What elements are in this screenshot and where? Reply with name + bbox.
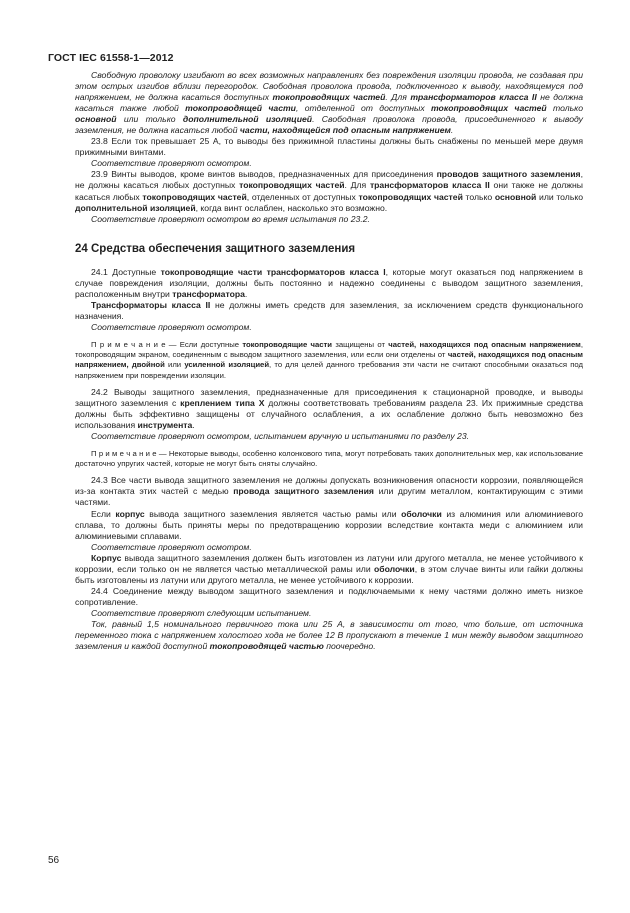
section-heading: 24 Средства обеспечения защитного заземления xyxy=(75,242,356,255)
paragraph-24-2: 24.2 Выводы защитного заземления, предназначенные для присоединения к стационарной проводке, и выводы защитного заземления с креплением типа X должны соответствовать требованиям раздела 23. Их прижимные средства должны быть эффективно защищены от случайного ослабления, а их ослабление должно быть невозможно без использования инструмента. xyxy=(75,386,584,430)
paragraph-24-4: 24.4 Соединение между выводом защитного заземления и подключаемыми к нему частями должно иметь низкое сопротивление. xyxy=(75,585,583,607)
compliance-check: Соответствие проверяют осмотром. xyxy=(91,321,252,332)
compliance-check: Соответствие проверяют осмотром. xyxy=(91,158,252,169)
compliance-check: Соответствие проверяют осмотром. xyxy=(91,541,252,552)
paragraph-24-1: 24.1 Доступные токопроводящие части трансформаторов класса I, которые могут оказаться под напряжением в случае повреждения изоляции, должны быть постоянно и надежно соединены с выводом защитного заземления, расположенным внутри трансформатора. xyxy=(75,266,583,299)
paragraph-test-current: Ток, равный 1,5 номинального первичного тока или 25 А, в зависимости от того, что больше, от источника переменного тока с напряжением холостого хода не более 12 В пропускают в течение 1 мин между выводом защитного заземления и каждой доступной токопроводящей частью поочередно. xyxy=(75,619,583,652)
paragraph-23-9: 23.9 Винты выводов, кроме винтов выводов, предназначенных для присоединения проводов защитного заземления, не должны касаться любых доступных токопроводящих частей. Для трансформаторов класса II они также не должны касаться любых токопроводящих частей, отделенных от доступных токопроводящих частей только основной или только дополнительной изоляцией, когда винт ослаблен, насколько это возможно. xyxy=(75,169,584,213)
paragraph-class-ii: Трансформаторы класса II не должны иметь средств для заземления, за исключением средств функционального назначения. xyxy=(75,299,583,321)
note-1: П р и м е ч а н и е — Если доступные токопроводящие части защищены от частей, находящихся под опасным напряжением, токопроводящим экраном, соединенным с выводом защитного заземления, или если они отделены от частей, находящихся под опасным напряжением, двойной или усиленной изоляцией, то для целей данного требования эти части не считают способными оказаться под напряжением при повреждении изоляции. xyxy=(75,339,583,380)
page-content xyxy=(75,70,583,652)
paragraph-aluminium: Если корпус вывода защитного заземления является частью рамы или оболочки из алюминия или алюминиевого сплава, то должны быть приняты меры по предотвращению коррозии вследствие контакта меди с алюминием или алюминиевыми сплавами. xyxy=(75,508,583,541)
paragraph-24-3: 24.3 Все части вывода защитного заземления не должны допускать возникновения опасности коррозии, появляющейся из-за контакта этих частей с медью провода защитного заземления или другим металлом, контактирующим с этими частями. xyxy=(75,475,583,508)
paragraph-body-material: Корпус вывода защитного заземления должен быть изготовлен из латуни или другого металла, не менее устойчивого к коррозии, если только он не является частью металлической рамы или оболочки, в этом случае винты или гайки должны быть изготовлены из латуни или другого металла, не менее устойчивого к коррозии. xyxy=(75,552,584,585)
compliance-check: Соответствие проверяют осмотром, испытанием вручную и испытаниями по разделу 23. xyxy=(91,430,470,441)
note-2: П р и м е ч а н и е — Некоторые выводы, особенно колонкового типа, могут потребовать таких дополнительных мер, как использование достаточно упругих частей, которые не могут быть сняты случайно. xyxy=(75,448,583,469)
paragraph-free-wire: Свободную проволоку изгибают во всех возможных направлениях без повреждения изоляции провода, не создавая при этом острых изгибов вблизи перегородок. Свободная проволока провода, подключенного к выводу, находящемуся под напряжением, не должна касаться доступных токопроводящих частей. Для трансформаторов класса II не должна касаться также любой токопроводящей части, отделенной от доступных токопроводящих частей только основной или только дополнительной изоляцией. Свободная проволока провода, присоединенного к выводу заземления, не должна касаться любой части, находящейся под опасным напряжением. xyxy=(75,70,584,136)
paragraph-23-8: 23.8 Если ток превышает 25 А, то выводы без прижимной пластины должны быть снабжены по меньшей мере двумя прижимными винтами. xyxy=(75,136,583,158)
compliance-check: Соответствие проверяют следующим испытанием. xyxy=(91,607,312,618)
document-header: ГОСТ IEC 61558-1—2012 xyxy=(48,52,174,64)
compliance-check: Соответствие проверяют осмотром во время испытания по 23.2. xyxy=(91,213,370,224)
page-number: 56 xyxy=(48,855,60,866)
